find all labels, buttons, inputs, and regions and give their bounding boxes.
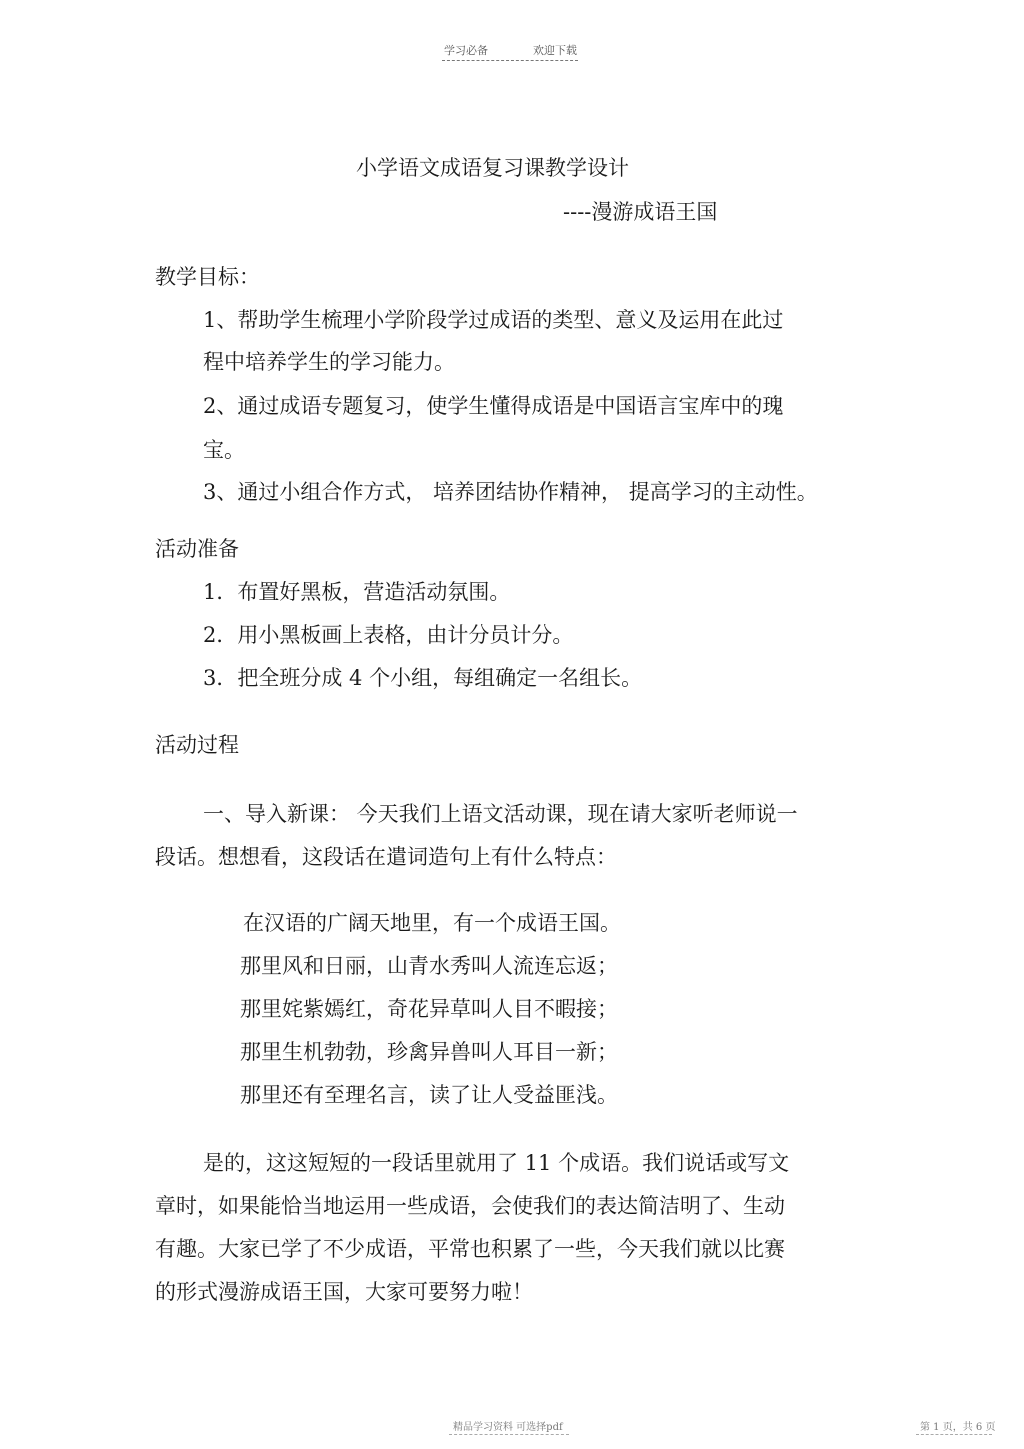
page-subtitle: ----漫游成语王国: [563, 200, 718, 224]
prep-item: 3．把全班分成 4 个小组，每组确定一名组长。: [203, 666, 643, 690]
goals-heading: 教学目标：: [155, 265, 260, 289]
header-divider: [442, 60, 578, 61]
page-title: 小学语文成语复习课教学设计: [356, 156, 629, 180]
passage-line: 那里还有至理名言，读了让人受益匪浅。: [240, 1083, 618, 1107]
goal-line: 1、帮助学生梳理小学阶段学过成语的类型、意义及运用在此过: [203, 308, 784, 332]
goal-line: 3、通过小组合作方式， 培养团结协作精神， 提高学习的主动性。: [203, 480, 818, 504]
closing-line: 章时，如果能恰当地运用一些成语，会使我们的表达简洁明了、生动: [155, 1194, 785, 1218]
goal-line: 程中培养学生的学习能力。: [203, 350, 455, 374]
footer-page-number: 第 1 页，共 6 页: [920, 1422, 996, 1433]
closing-line: 是的，这这短短的一段话里就用了 11 个成语。我们说话或写文: [203, 1151, 790, 1175]
goal-line: 宝。: [203, 438, 245, 462]
footer-left: 精品学习资料 可选择pdf: [453, 1422, 563, 1433]
goal-line: 2、通过成语专题复习，使学生懂得成语是中国语言宝库中的瑰: [203, 394, 784, 418]
prep-heading: 活动准备: [155, 537, 239, 561]
header-left: 学习必备: [444, 44, 488, 57]
prep-item: 1．布置好黑板，营造活动氛围。: [203, 580, 511, 604]
footer-divider-left: [449, 1434, 569, 1435]
passage-line: 那里姹紫嫣红，奇花异草叫人目不暇接；: [240, 997, 618, 1021]
closing-line: 有趣。大家已学了不少成语，平常也积累了一些，今天我们就以比赛: [155, 1237, 785, 1261]
footer-divider-right: [916, 1434, 992, 1435]
process-heading: 活动过程: [155, 733, 239, 757]
passage-line: 那里生机勃勃，珍禽异兽叫人耳目一新；: [240, 1040, 618, 1064]
passage-line: 那里风和日丽，山青水秀叫人流连忘返；: [240, 954, 618, 978]
prep-item: 2．用小黑板画上表格，由计分员计分。: [203, 623, 574, 647]
closing-line: 的形式漫游成语王国，大家可要努力啦！: [155, 1280, 533, 1304]
intro-line: 段话。想想看，这段话在遣词造句上有什么特点：: [155, 845, 617, 869]
header-right: 欢迎下载: [533, 44, 577, 57]
intro-line: 一、导入新课： 今天我们上语文活动课，现在请大家听老师说一: [203, 802, 798, 826]
passage-line: 在汉语的广阔天地里，有一个成语王国。: [243, 911, 621, 935]
